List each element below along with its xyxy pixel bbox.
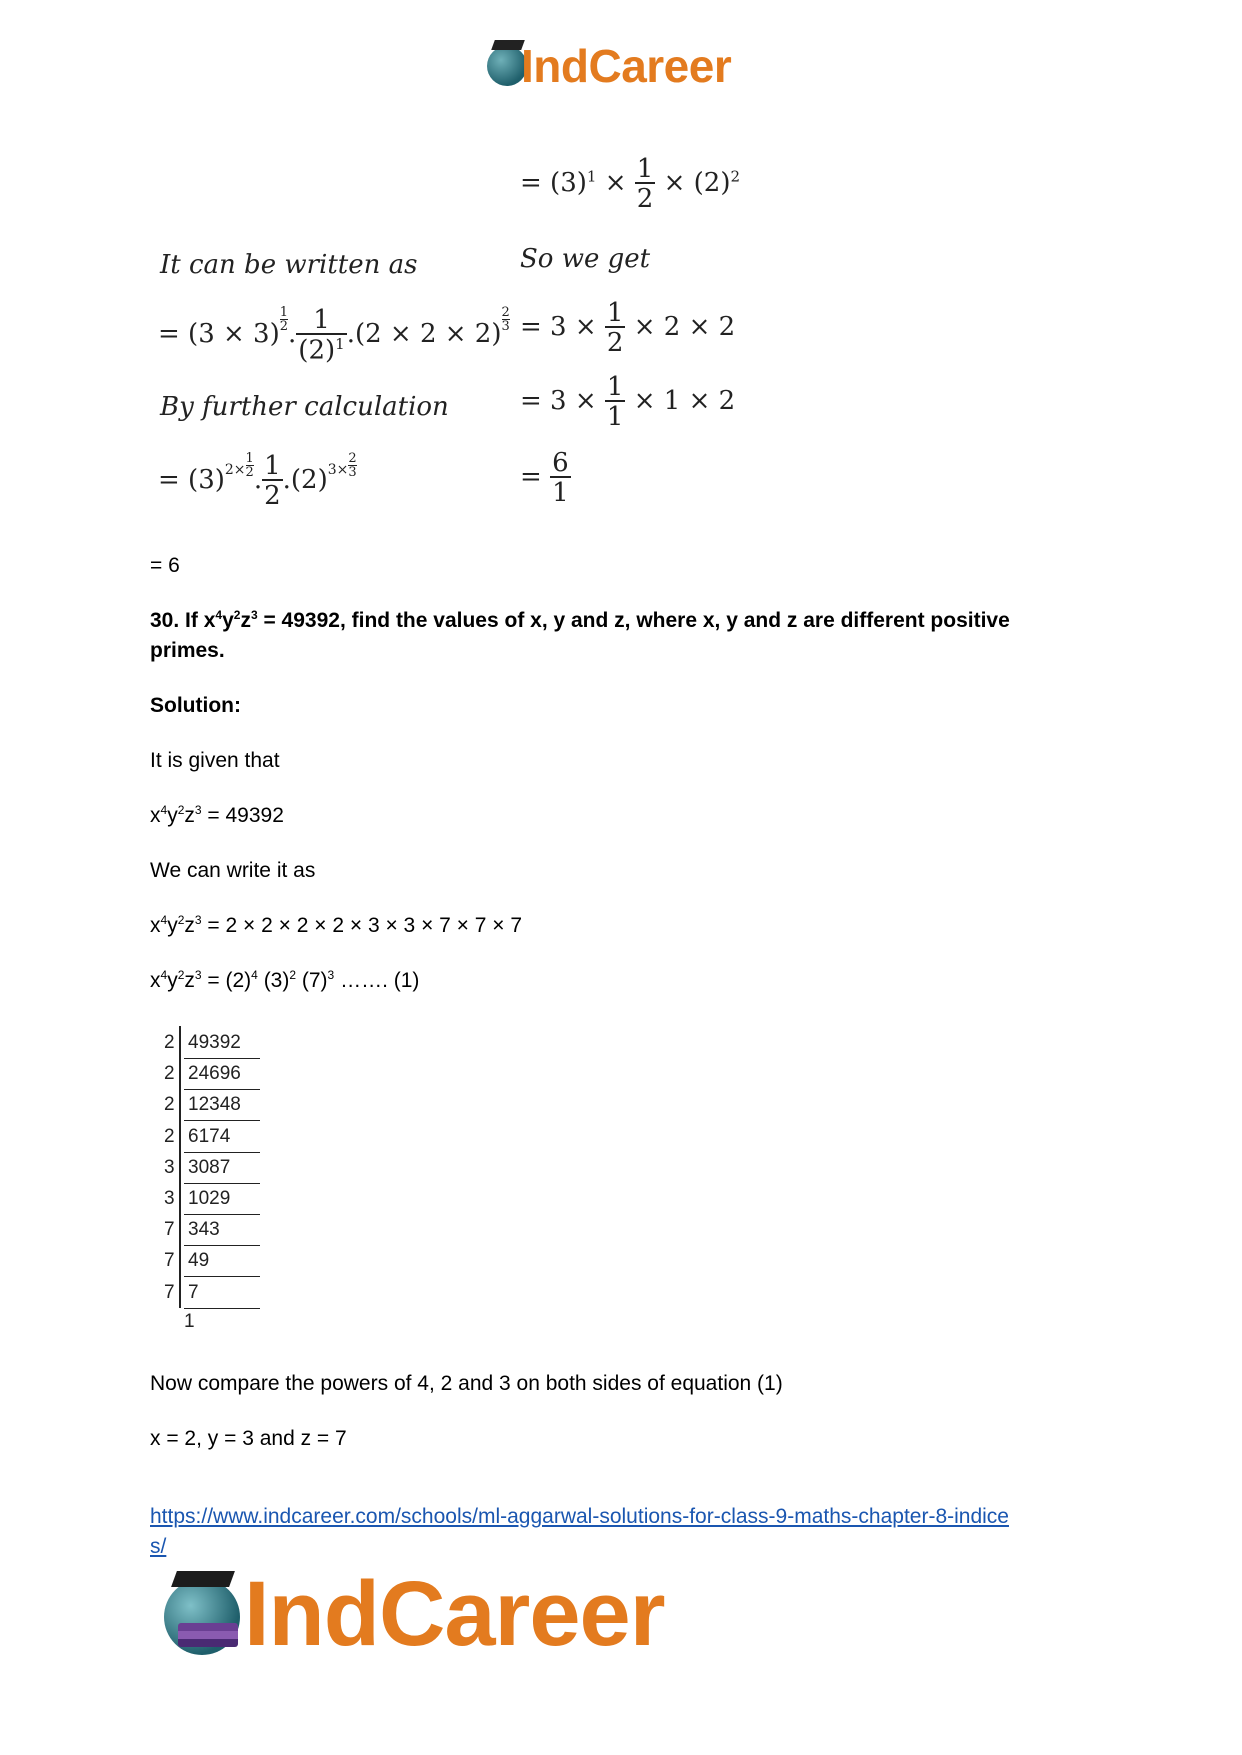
dividend: 7 [184,1282,260,1309]
divisor: 3 [164,1187,175,1209]
dividend: 49392 [184,1032,260,1059]
dividend: 3087 [184,1157,260,1184]
math-left-label-1: It can be written as [160,250,418,280]
divisor: 3 [164,1156,175,1178]
math-right-line-1: = $(3)^1$ × $\frac{1}{2}$ × $(2)^2$ [520,154,741,214]
division-row [160,1278,280,1309]
brand-name: IndCareer [521,40,732,92]
division-row [160,1184,280,1215]
solution-heading: Solution: [150,694,241,717]
divisor: 7 [164,1219,175,1241]
dividend: 24696 [184,1063,260,1090]
divisor: 2 [164,1063,175,1085]
header-logo [487,40,757,92]
divisor: 2 [164,1125,175,1147]
source-link-line-2[interactable]: s/ [150,1535,167,1558]
graduation-cap-icon [491,40,525,50]
question-30: 30. If $x^4y^2z^3 = 49392$, find the values of x, y and z, where x, y and z are different positive primes. [150,608,1010,662]
division-row [160,1153,280,1184]
division-final-quotient: 1 [184,1311,195,1332]
dividend: 1029 [184,1188,260,1215]
math-left-line-3: = (3)2× $\frac{1}{2}$ . $\frac{1}{2}$ .(2)3× $\frac{2}{3}$ [158,451,357,511]
divisor: 7 [164,1250,175,1272]
source-link[interactable] [150,1502,1110,1562]
dividend: 49 [184,1250,260,1277]
division-row [160,1215,280,1246]
equation-1: $x^4y^2z^3 = 49392$ [150,803,284,827]
write-text: We can write it as [150,859,316,882]
divisor: 2 [164,1094,175,1116]
compare-text: Now compare the powers of 4, 2 and 3 on both sides of equation (1) [150,1372,783,1395]
math-left-label-2: By further calculation [160,392,449,422]
books-icon [178,1623,238,1647]
graduation-cap-icon [171,1571,235,1587]
given-text: It is given that [150,749,280,772]
source-link-line-1[interactable]: https://www.indcareer.com/schools/ml-aggarwal-solutions-for-class-9-maths-chapter-8-indice [150,1505,1009,1528]
math-right-label-1: So we get [520,244,651,274]
divisor: 2 [164,1032,175,1053]
equation-3: $x^4y^2z^3 = (2)^4$ $(3)^2$ $(7)^3$ ……. (1) [150,968,420,992]
division-row [160,1059,280,1090]
dividend: 6174 [184,1126,260,1153]
division-row [160,1246,280,1277]
footer-logo [160,1565,700,1665]
dividend: 12348 [184,1094,260,1121]
math-right-line-4: = $\frac{6}{1}$ [520,448,569,508]
prime-factorization-table [160,1028,280,1309]
math-right-line-2: = 3 × $\frac{1}{2}$ × 2 × 2 [520,298,736,358]
math-right-line-3: = 3 × $\frac{1}{1}$ × 1 × 2 [520,372,736,432]
division-row [160,1122,280,1153]
division-row [160,1028,280,1059]
footer-brand-name: IndCareer [244,1563,665,1665]
equation-2: $x^4y^2z^3 = 2 \times 2 \times 2 \times 2 \times 3 \times 3 \times 7 \times 7 \times 7$ [150,913,523,937]
result-line: = 6 [150,554,180,577]
division-row [160,1090,280,1121]
divisor: 7 [164,1281,175,1303]
answer-text: x = 2, y = 3 and z = 7 [150,1427,347,1450]
dividend: 343 [184,1219,260,1246]
math-left-line-2: = (3 × 3) $\frac{1}{2}$ . $\frac{1}{(2)^1}$ .(2 × 2 × 2) $\frac{2}{3}$ [158,304,510,366]
